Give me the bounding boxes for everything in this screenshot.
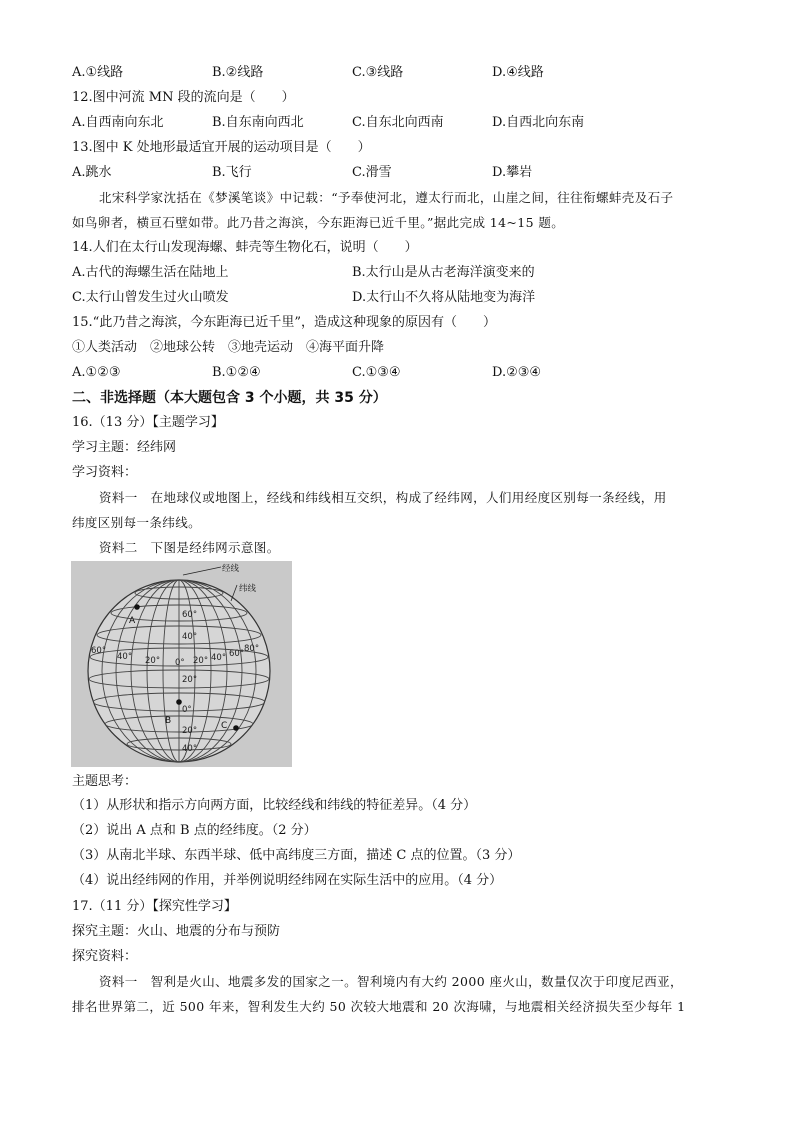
- q13-option-b: B.飞行: [212, 165, 252, 180]
- q16-sub1: （1）从形状和指示方向两方面，比较经线和纬线的特征差异。（4 分）: [72, 798, 477, 813]
- q12-option-c: C.自东北向西南: [352, 115, 444, 130]
- lon-label-40w: 40°: [117, 652, 133, 662]
- q13-stem: 13.图中 K 处地形最适宜开展的运动项目是（ ）: [72, 140, 371, 155]
- lat-label-40s: 40°: [182, 744, 198, 754]
- lon-label-80e: 80°: [244, 644, 260, 654]
- q15-stem: 15.“此乃昔之海滨，今东距海已近千里”，造成这种现象的原因有（ ）: [72, 315, 496, 330]
- q14-option-a: A.古代的海螺生活在陆地上: [72, 265, 229, 280]
- section-heading: 二、非选择题（本大题包含 3 个小题，共 35 分）: [72, 390, 387, 406]
- q17-topic: 探究主题：火山、地震的分布与预防: [72, 924, 281, 939]
- q16-sub2: （2）说出 A 点和 B 点的经纬度。（2 分）: [72, 823, 317, 838]
- q16-material1-line2: 纬度区别每一条纬线。: [72, 515, 202, 530]
- label-meridian: 经线: [222, 564, 240, 574]
- lat-label-20s: 20°: [182, 726, 198, 736]
- lon-label-60e: 60°: [229, 649, 245, 659]
- label-parallel: 纬线: [239, 584, 257, 594]
- passage-line-1: 北宋科学家沈括在《梦溪笔谈》中记载：“予奉使河北，遵太行而北，山崖之间，往往衔螺蚌壳及石子: [99, 190, 674, 205]
- point-b-label: B: [165, 716, 172, 726]
- q12-option-d: D.自西北向东南: [492, 115, 585, 130]
- q11-option-d: D.④线路: [492, 65, 544, 80]
- q16-sub4: （4）说出经纬网的作用，并举例说明经纬网在实际生活中的应用。（4 分）: [72, 873, 503, 888]
- q15-option-b: B.①②④: [212, 365, 261, 380]
- q12-option-b: B.自东南向西北: [212, 115, 304, 130]
- point-c-marker: [233, 725, 239, 731]
- q16-header: 16.（13 分）【主题学习】: [72, 415, 224, 430]
- q13-option-d: D.攀岩: [492, 165, 533, 180]
- q16-material1-line1: 资料一 在地球仪或地图上，经线和纬线相互交织，构成了经纬网，人们用经度区别每一条经线，用: [99, 490, 667, 505]
- q14-option-b: B.太行山是从古老海洋演变来的: [352, 265, 535, 280]
- passage-line-2: 如鸟卵者，横亘石壁如带。此乃昔之海滨，今东距海已近千里。”据此完成 14~15 题。: [72, 215, 565, 230]
- meridian-pointer: [183, 567, 221, 575]
- q16-materials-label: 学习资料：: [72, 465, 138, 480]
- point-a-marker: [134, 604, 140, 610]
- lat-label-60n: 60°: [182, 610, 198, 620]
- q16-thinking-label: 主题思考：: [72, 774, 138, 789]
- q16-material2: 资料二 下图是经纬网示意图。: [99, 540, 280, 555]
- q15-option-d: D.②③④: [492, 365, 542, 380]
- q11-option-a: A.①线路: [72, 65, 124, 80]
- point-c-label: C: [221, 721, 228, 731]
- q17-material1-line1: 资料一 智利是火山、地震多发的国家之一。智利境内有大约 2000 座火山，数量仅次于印度尼西亚，: [99, 974, 683, 989]
- q15-option-c: C.①③④: [352, 365, 401, 380]
- lon-label-20e: 20°: [193, 656, 209, 666]
- q12-stem: 12.图中河流 MN 段的流向是（ ）: [72, 90, 295, 105]
- lat-label-20n: 20°: [182, 675, 198, 685]
- graticule-figure: [71, 561, 292, 767]
- lat-label-40n: 40°: [182, 632, 198, 642]
- q11-option-b: B.②线路: [212, 65, 264, 80]
- q11-option-c: C.③线路: [352, 65, 404, 80]
- q13-option-a: A.跳水: [72, 165, 112, 180]
- q14-stem: 14.人们在太行山发现海螺、蚌壳等生物化石，说明（ ）: [72, 240, 418, 255]
- point-b-marker: [176, 699, 182, 705]
- q16-topic: 学习主题：经纬网: [72, 440, 177, 455]
- q14-option-c: C.太行山曾发生过火山喷发: [72, 290, 229, 305]
- q17-header: 17.（11 分）【探究性学习】: [72, 899, 237, 914]
- q16-sub3: （3）从南北半球、东西半球、低中高纬度三方面，描述 C 点的位置。（3 分）: [72, 848, 521, 863]
- lon-label-20w: 20°: [145, 656, 161, 666]
- point-a-label: A: [129, 616, 136, 626]
- q12-option-a: A.自西南向东北: [72, 115, 164, 130]
- lon-label-60w: 60°: [91, 646, 107, 656]
- q17-material1-line2: 排名世界第二，近 500 年来，智利发生大约 50 次较大地震和 20 次海啸，与地震相关经济损失至少每年 1: [72, 999, 686, 1014]
- q15-option-a: A.①②③: [72, 365, 121, 380]
- lon-label-40e: 40°: [211, 653, 227, 663]
- q14-option-d: D.太行山不久将从陆地变为海洋: [352, 290, 536, 305]
- q15-items: ①人类活动 ②地球公转 ③地壳运动 ④海平面升降: [72, 340, 385, 355]
- lon-label-0: 0°: [175, 658, 185, 668]
- q17-materials-label: 探究资料：: [72, 949, 138, 964]
- lat-label-0: 0°: [182, 705, 192, 715]
- graticule-diagram: [71, 561, 292, 767]
- q13-option-c: C.滑雪: [352, 165, 392, 180]
